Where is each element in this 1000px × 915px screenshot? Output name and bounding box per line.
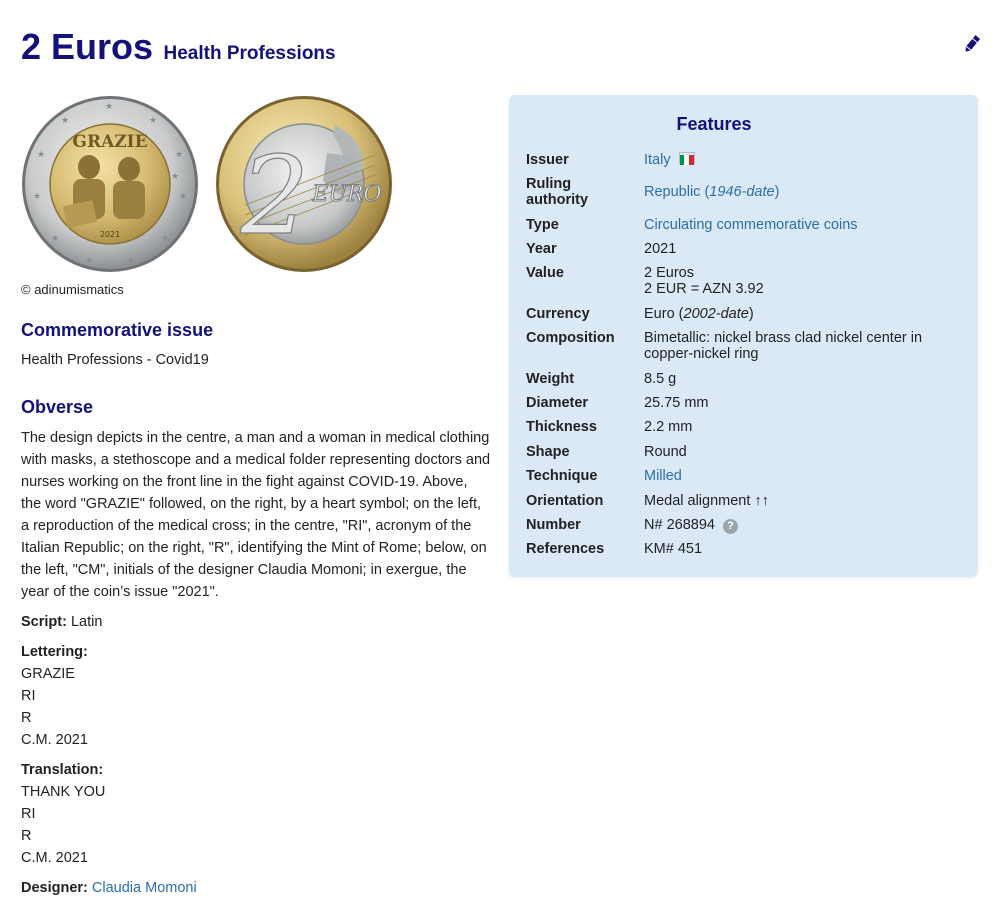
translation-line: C.M. 2021 bbox=[21, 850, 88, 866]
page-subtitle: Health Professions bbox=[163, 43, 336, 64]
feature-value: 8.5 g bbox=[644, 371, 677, 387]
page-title-row bbox=[21, 26, 336, 68]
coin-euro-text: EURO bbox=[312, 182, 382, 207]
image-credit: © adinumismatics bbox=[21, 282, 124, 297]
svg-text:★: ★ bbox=[105, 102, 114, 112]
feature-value bbox=[644, 217, 964, 233]
ruling-authority-link[interactable]: Republic (1946-date) bbox=[644, 184, 780, 200]
coin-obverse-image[interactable] bbox=[21, 95, 199, 273]
svg-text:★: ★ bbox=[175, 150, 184, 160]
lettering-line: GRAZIE bbox=[21, 666, 75, 682]
technique-link[interactable]: Milled bbox=[644, 468, 682, 484]
translation-line: R bbox=[21, 828, 32, 844]
svg-text:★: ★ bbox=[149, 116, 158, 126]
feature-value: KM# 451 bbox=[644, 541, 703, 557]
lettering-line: C.M. 2021 bbox=[21, 732, 88, 748]
designer-row bbox=[21, 877, 197, 899]
translation-list bbox=[21, 781, 105, 869]
lettering-label: Lettering: bbox=[21, 644, 88, 660]
svg-text:★: ★ bbox=[161, 234, 170, 244]
feature-key: Thickness bbox=[526, 419, 597, 435]
feature-value: 2 Euros 2 EUR = AZN 3.92 bbox=[644, 265, 764, 297]
feature-key: Weight bbox=[526, 371, 575, 387]
features-heading: Features bbox=[676, 114, 752, 134]
coin-reverse-image[interactable] bbox=[215, 95, 393, 273]
lettering-list bbox=[21, 663, 88, 751]
issuer-link[interactable]: Italy bbox=[644, 152, 671, 168]
page-title: 2 Euros bbox=[21, 26, 154, 67]
script-row bbox=[21, 611, 102, 633]
svg-text:★: ★ bbox=[37, 150, 46, 160]
italy-flag-icon bbox=[679, 152, 695, 164]
feature-key: Composition bbox=[526, 330, 615, 346]
feature-key: Issuer bbox=[526, 152, 569, 168]
svg-text:★: ★ bbox=[127, 256, 136, 266]
obverse-heading: Obverse bbox=[21, 397, 94, 417]
feature-value: Euro (2002-date) bbox=[644, 306, 754, 322]
feature-key: References bbox=[526, 541, 605, 557]
feature-key: Number bbox=[526, 517, 581, 533]
lettering-line: RI bbox=[21, 688, 36, 704]
pencil-icon[interactable] bbox=[963, 34, 981, 54]
feature-value: Round bbox=[644, 444, 687, 460]
feature-key: Shape bbox=[526, 444, 570, 460]
commemorative-text: Health Professions - Covid19 bbox=[21, 352, 209, 368]
feature-value: N# 268894 ? bbox=[644, 517, 964, 534]
feature-value bbox=[644, 152, 964, 168]
feature-value: Medal alignment ↑↑ bbox=[644, 493, 769, 509]
feature-value: Bimetallic: nickel brass clad nickel center in copper-nickel ring bbox=[644, 330, 923, 362]
feature-value: 2021 bbox=[644, 241, 677, 257]
coin-lettering-text: GRAZIE bbox=[72, 132, 148, 152]
feature-key: Technique bbox=[526, 468, 598, 484]
svg-text:★: ★ bbox=[61, 116, 70, 126]
features-panel bbox=[509, 95, 978, 577]
feature-value bbox=[644, 468, 964, 484]
translation-label: Translation: bbox=[21, 762, 104, 778]
svg-text:★: ★ bbox=[179, 192, 188, 202]
help-icon[interactable]: ? bbox=[723, 519, 738, 534]
designer-link[interactable]: Claudia Momoni bbox=[91, 880, 197, 896]
svg-text:★: ★ bbox=[171, 172, 180, 182]
lettering-line: R bbox=[21, 710, 32, 726]
coin-year-text: 2021 bbox=[99, 230, 121, 239]
svg-text:★: ★ bbox=[85, 256, 94, 266]
feature-key: Diameter bbox=[526, 395, 589, 411]
feature-value: 25.75 mm bbox=[644, 395, 709, 411]
obverse-description: The design depicts in the centre, a man and a woman in medical clothing with masks, a stethoscope and a medical folder representing doctors and nurses working on the front line in the fight against COVID-19. Above, the word "GRAZIE" followed, on the right, by a heart symbol; on the left, a reproduction of the medical cross; in the centre, "RI", acronym of the Italian Republic; on the right, "R", identifying the Mint of Rome; below, on the left, "CM", initials of the designer Claudia Momoni; in exergue, the year of the coin’s issue "2021". bbox=[21, 430, 491, 600]
feature-key: Year bbox=[526, 241, 557, 257]
feature-key: Currency bbox=[526, 306, 590, 322]
feature-value: 2.2 mm bbox=[644, 419, 693, 435]
coin-value-text: 2 bbox=[240, 134, 310, 259]
feature-key: Value bbox=[526, 265, 564, 281]
type-link[interactable]: Circulating commemorative coins bbox=[644, 217, 858, 233]
svg-text:★: ★ bbox=[51, 234, 60, 244]
feature-key: Type bbox=[526, 217, 559, 233]
commemorative-heading: Commemorative issue bbox=[21, 320, 214, 340]
script-value: Latin bbox=[70, 614, 103, 630]
svg-text:★: ★ bbox=[33, 192, 42, 202]
script-label: Script: bbox=[21, 614, 67, 630]
feature-key: Ruling authority bbox=[526, 176, 589, 208]
designer-label: Designer: bbox=[21, 880, 88, 896]
translation-line: RI bbox=[21, 806, 36, 822]
feature-value bbox=[644, 184, 964, 200]
translation-line: THANK YOU bbox=[21, 784, 106, 800]
feature-key: Orientation bbox=[526, 493, 604, 509]
